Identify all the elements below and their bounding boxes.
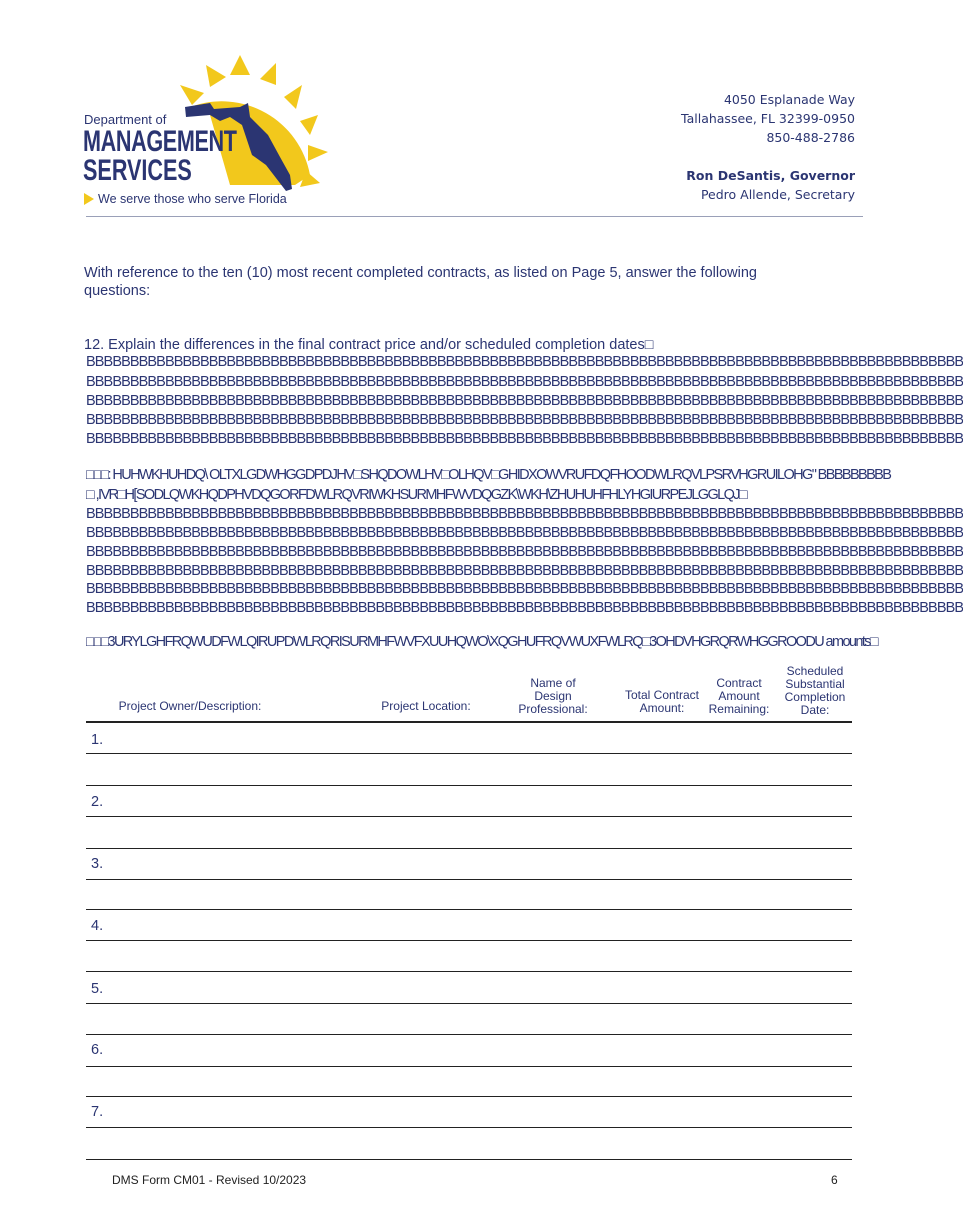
- col-header-design: Name of Design Professional:: [518, 676, 588, 716]
- logo-arrow-icon: [84, 193, 94, 205]
- row-line: [86, 1066, 852, 1067]
- col-header-remaining: Contract Amount Remaining:: [708, 676, 770, 716]
- row-line: [86, 1096, 852, 1097]
- answer-line[interactable]: BBBBBBBBBBBBBBBBBBBBBBBBBBBBBBBBBBBBBBBBBBBBBBBBBBBBBBBBBBBBBBBBBBBBBBBBBBBBBBBBBBBBBBBBBBBBBBBBBBBB: [86, 412, 963, 428]
- address-phone: 850-488-2786: [766, 130, 855, 145]
- footer-page-number: 6: [831, 1173, 838, 1187]
- header-divider: [86, 216, 863, 217]
- answer-line[interactable]: BBBBBBBBBBBBBBBBBBBBBBBBBBBBBBBBBBBBBBBBBBBBBBBBBBBBBBBBBBBBBBBBBBBBBBBBBBBBBBBBBBBBBBBBBBBBBBBBBBBB: [86, 393, 963, 409]
- row-number: 2.: [91, 794, 104, 810]
- col-header-owner: Project Owner/Description:: [118, 699, 262, 713]
- address-city: Tallahassee, FL 32399-0950: [681, 111, 855, 126]
- answer-line[interactable]: BBBBBBBBBBBBBBBBBBBBBBBBBBBBBBBBBBBBBBBBBBBBBBBBBBBBBBBBBBBBBBBBBBBBBBBBBBBBBBBBBBBBBBBBBBBBBBBBBBBB: [86, 600, 963, 616]
- table-header-rule: [86, 721, 852, 723]
- answer-line[interactable]: BBBBBBBBBBBBBBBBBBBBBBBBBBBBBBBBBBBBBBBBBBBBBBBBBBBBBBBBBBBBBBBBBBBBBBBBBBBBBBBBBBBBBBBBBBBBBBBBBBBB: [86, 581, 963, 597]
- row-line: [86, 1034, 852, 1035]
- secretary-name: Pedro Allende, Secretary: [700, 187, 855, 202]
- footer-form-id: DMS Form CM01 - Revised 10/2023: [112, 1173, 307, 1187]
- col-header-total: Total Contract Amount:: [624, 688, 700, 715]
- col-header-completion: Scheduled Substantial Completion Date:: [784, 664, 846, 717]
- address-street: 4050 Esplanade Way: [723, 92, 855, 107]
- row-line: [86, 1127, 852, 1128]
- answer-line[interactable]: BBBBBBBBBBBBBBBBBBBBBBBBBBBBBBBBBBBBBBBBBBBBBBBBBBBBBBBBBBBBBBBBBBBBBBBBBBBBBBBBBBBBBBBBBBBBBBBBBBBB: [86, 431, 963, 447]
- row-line: [86, 1159, 852, 1160]
- col-header-location: Project Location:: [381, 699, 471, 713]
- answer-line[interactable]: BBBBBBBBBBBBBBBBBBBBBBBBBBBBBBBBBBBBBBBBBBBBBBBBBBBBBBBBBBBBBBBBBBBBBBBBBBBBBBBBBBBBBBBBBBBBBBBBBBBB: [86, 563, 963, 579]
- row-number: 7.: [91, 1104, 104, 1120]
- row-number: 5.: [91, 981, 104, 997]
- question-13-subtext: □ ,IVR□H[SODLQWKHQDPHVDQGORFDWLRQVRIWKHSURMHFWVDQGZK\WKH\ZHUHUHFHLYHGIURPEJLGGLQJ□: [86, 487, 747, 503]
- answer-line[interactable]: BBBBBBBBBBBBBBBBBBBBBBBBBBBBBBBBBBBBBBBBBBBBBBBBBBBBBBBBBBBBBBBBBBBBBBBBBBBBBBBBBBBBBBBBBBBBBBBBBBBB: [86, 525, 963, 541]
- governor-name: Ron DeSantis, Governor: [686, 168, 855, 183]
- answer-line[interactable]: BBBBBBBBBBBBBBBBBBBBBBBBBBBBBBBBBBBBBBBBBBBBBBBBBBBBBBBBBBBBBBBBBBBBBBBBBBBBBBBBBBBBBBBBBBBBBBBBBBBB: [86, 354, 963, 370]
- row-line: [86, 848, 852, 849]
- intro-text: With reference to the ten (10) most recent completed contracts, as listed on Page 5, answer the following questions:: [84, 265, 757, 299]
- row-number: 1.: [91, 732, 104, 748]
- question-13-label: □□□: HUHWKHUHDQ\ OLTXLGDWHGGDPDJHV□SHQDOWLHV□OLHQV□GHIDXOWVRUFDQFHOODWLRQVLPSRVHGRUILOHG" BBBBBBBBB: [86, 467, 891, 483]
- logo-services: SERVICES: [83, 154, 192, 187]
- logo-management: MANAGEMENT: [83, 125, 237, 158]
- answer-line[interactable]: BBBBBBBBBBBBBBBBBBBBBBBBBBBBBBBBBBBBBBBBBBBBBBBBBBBBBBBBBBBBBBBBBBBBBBBBBBBBBBBBBBBBBBBBBBBBBBBBBBBB: [86, 374, 963, 390]
- answer-line[interactable]: BBBBBBBBBBBBBBBBBBBBBBBBBBBBBBBBBBBBBBBBBBBBBBBBBBBBBBBBBBBBBBBBBBBBBBBBBBBBBBBBBBBBBBBBBBBBBBBBBBBB: [86, 544, 963, 560]
- row-line: [86, 785, 852, 786]
- row-line: [86, 816, 852, 817]
- address-block: [681, 90, 855, 147]
- row-line: [86, 1003, 852, 1004]
- row-line: [86, 971, 852, 972]
- row-line: [86, 753, 852, 754]
- row-line: [86, 940, 852, 941]
- question-14-label: □□□3URYLGHFRQWUDFWLQIRUPDWLRQRISURMHFWVFXUUHQWO\XQGHUFRQVWUXFWLRQ□3OHDVHGRQRWHGGROODU amounts□: [86, 634, 878, 650]
- answer-line[interactable]: BBBBBBBBBBBBBBBBBBBBBBBBBBBBBBBBBBBBBBBBBBBBBBBBBBBBBBBBBBBBBBBBBBBBBBBBBBBBBBBBBBBBBBBBBBBBBBBBBBBB: [86, 506, 963, 522]
- question-12-label: 12. Explain the differences in the final contract price and/or scheduled completion dates□: [84, 337, 654, 353]
- row-number: 3.: [91, 856, 104, 872]
- logo-tagline: We serve those who serve Florida: [98, 192, 287, 206]
- row-line: [86, 909, 852, 910]
- row-number: 6.: [91, 1042, 104, 1058]
- row-line: [86, 879, 852, 880]
- row-number: 4.: [91, 918, 104, 934]
- logo-department-of: Department of: [84, 112, 167, 127]
- dms-logo: [80, 55, 340, 210]
